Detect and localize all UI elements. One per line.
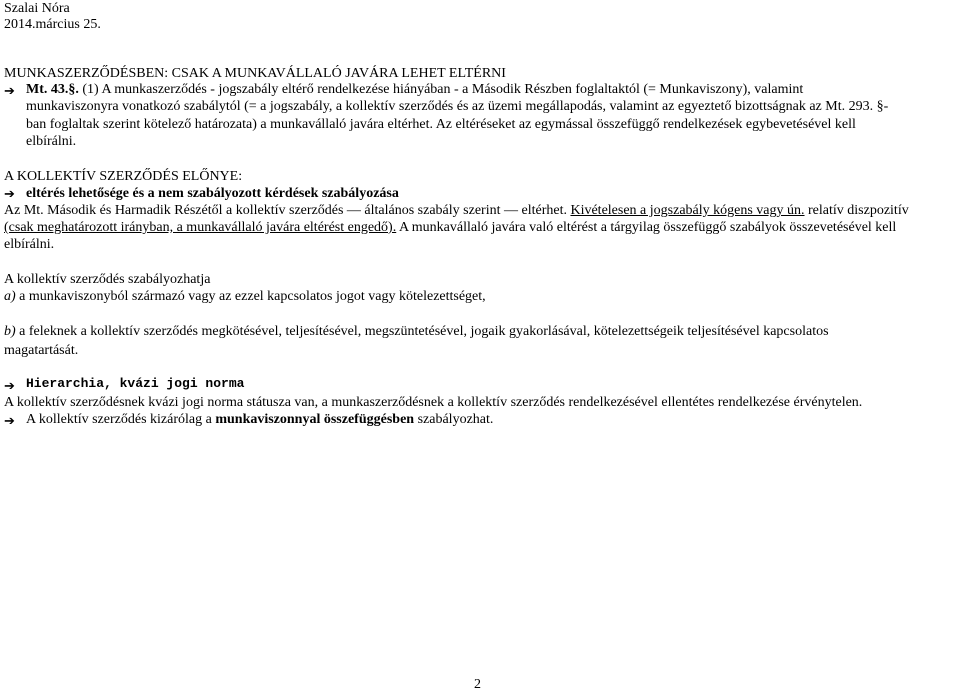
section-title-employment-contract: MUNKASZERZŐDÉSBEN: CSAK A MUNKAVÁLLALÓ JAVÁRA LEHET ELTÉRNI: [4, 66, 506, 81]
exception-text: Kivételesen a jogszabály kógens vagy ún.: [570, 203, 805, 218]
relative-dispositive-text: (csak meghatározott irányban, a munkavállaló javára eltérést engedő).: [4, 220, 397, 235]
regulation-intro: A kollektív szerződés szabályozhatja: [4, 272, 211, 287]
right-arrow-icon: ➔: [4, 413, 15, 428]
advantage-heading: eltérés lehetősége és a nem szabályozott kérdések szabályozása: [26, 186, 399, 201]
author-name: Szalai Nóra: [4, 1, 70, 16]
section-title-collective-agreement: A KOLLEKTÍV SZERZŐDÉS ELŐNYE:: [4, 169, 243, 184]
paragraph-line: [26, 81, 803, 98]
hierarchy-heading: Hierarchia, kvázi jogi norma: [26, 376, 245, 391]
paragraph-line: A kollektív szerződés kizárólag a munkaviszonnyal összefüggésben szabályozhat.: [26, 412, 494, 427]
right-arrow-icon: ➔: [4, 378, 15, 393]
list-item-continuation: magatartását.: [4, 343, 79, 358]
paragraph-line: A kollektív szerződésnek kvázi jogi norma státusza van, a munkaszerződésnek a kollektív szerződés rendelkezésével ellentétes rendelkezése érvénytelen.: [4, 395, 863, 410]
law-reference: Mt. 43.§.: [26, 82, 79, 97]
emphasis-text: munkaviszonnyal összefüggésben: [215, 412, 415, 427]
paragraph-line: ban foglaltak szerint kötelező határozata) a munkavállaló javára eltérhet. Az eltéréseket az egymással összefüggő rendelkezések egybevetésével kell: [26, 117, 856, 132]
paragraph-line: Az Mt. Második és Harmadik Részétől a kollektív szerződés — általános szabály szerint — eltérhet. Kivételesen a jogszabály kógens vagy ún. relatív diszpozitív: [4, 203, 909, 218]
paragraph-line: (csak meghatározott irányban, a munkavállaló javára eltérést engedő). A munkavállaló javára való eltérést a tárgyilag összefüggő szabályok összevetésével kell: [4, 220, 897, 235]
document-date: 2014.március 25.: [4, 17, 101, 32]
list-item: b) a feleknek a kollektív szerződés megkötésével, teljesítésével, megszüntetésével, jogaik gyakorlásával, kötelezettségeik teljesítésével kapcsolatos: [4, 324, 829, 339]
right-arrow-icon: ➔: [4, 83, 15, 98]
right-arrow-icon: ➔: [4, 186, 15, 201]
paragraph-line: munkaviszonyra vonatkozó szabálytól (= a jogszabály, a kollektív szerződés és az üzemi megállapodás, valamint az egyeztető bizottságnak az Mt. 293. §-: [26, 99, 889, 114]
list-item: a) a munkaviszonyból származó vagy az ezzel kapcsolatos jogot vagy kötelezettséget,: [4, 289, 486, 304]
paragraph-line: elbírálni.: [26, 134, 77, 149]
paragraph-text: (1) A munkaszerződés - jogszabály eltérő rendelkezése hiányában - a Második Részben foglaltaktól (= Munkaviszony), valamint: [78, 82, 804, 97]
page-number: 2: [474, 677, 481, 692]
paragraph-line: elbírálni.: [4, 237, 55, 252]
